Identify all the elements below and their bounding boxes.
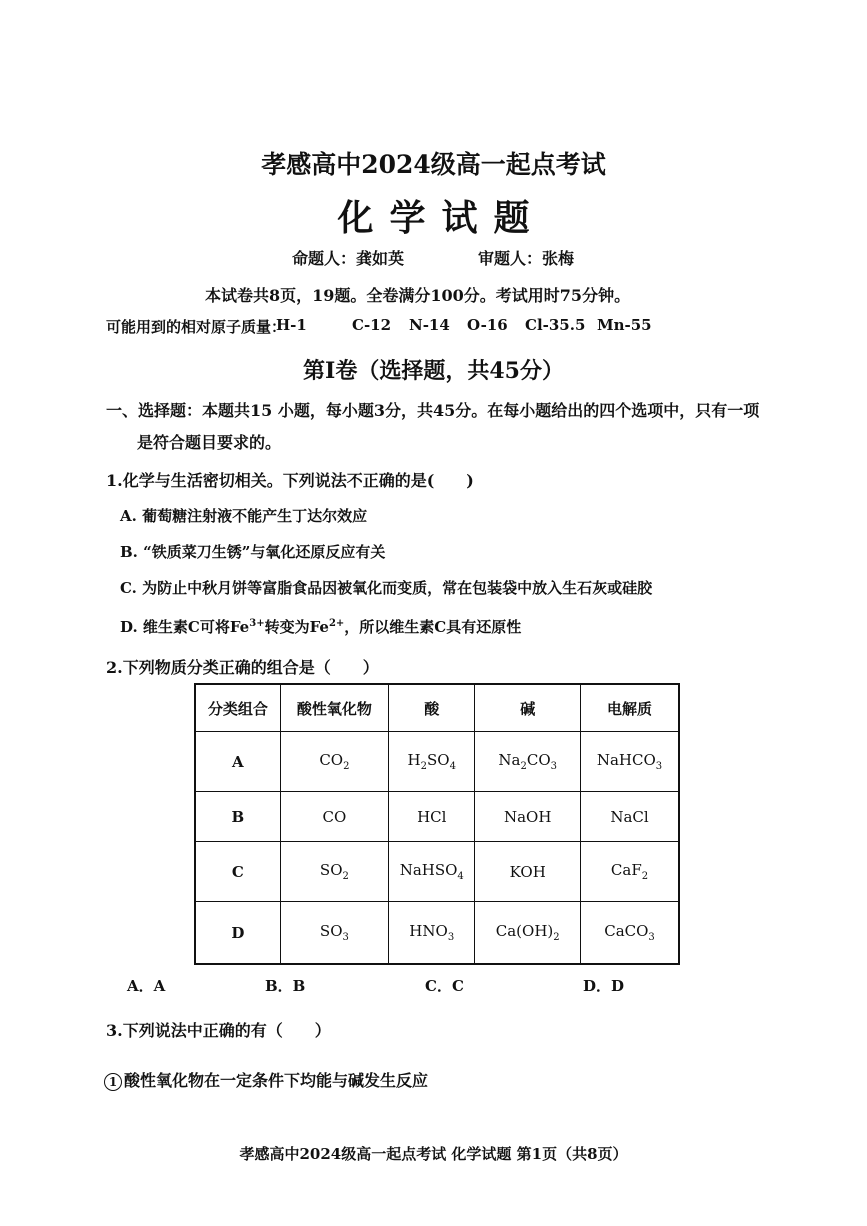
table-cell: $SO_2$	[280, 842, 388, 902]
question-2-answer-b: B．B	[265, 977, 306, 995]
instruction-line-1: 一、选择题：本题共15 小题，每小题3分，共45分。在每小题给出的四个选项中，只有一项	[106, 401, 760, 420]
table-header-row	[195, 684, 679, 732]
section-title: 第Ⅰ卷（选择题，共45分）	[303, 358, 564, 384]
exam-title: 孝感高中2024级高一起点考试	[261, 150, 606, 179]
question-2-stem: 2.下列物质分类正确的组合是（ ）	[106, 658, 379, 677]
option-d-prefix: D. 维生素C可将Fe	[120, 618, 250, 636]
question-3-item-1-text: 酸性氧化物在一定条件下均能与碱发生反应	[124, 1071, 429, 1090]
question-1-option-a: A. 葡萄糖注射液不能产生丁达尔效应	[120, 507, 368, 525]
row-label-d: D	[195, 902, 280, 964]
table-row	[195, 792, 679, 842]
question-3-stem: 3.下列说法中正确的有（ ）	[106, 1021, 331, 1040]
table-cell: NaHCO$_3$	[581, 732, 679, 792]
table-cell: NaHSO$_4$	[389, 842, 475, 902]
table-cell: NaOH	[475, 792, 581, 842]
table-cell: CaF$_2$	[581, 842, 679, 902]
row-label-a: A	[195, 732, 280, 792]
question-1-stem: 1.化学与生活密切相关。下列说法不正确的是( )	[106, 471, 474, 490]
table-cell: $H_2SO_4$	[389, 732, 475, 792]
row-label-c: C	[195, 842, 280, 902]
question-2-answer-a: A．A	[127, 977, 166, 995]
page-footer: 孝感高中2024级高一起点考试 化学试题 第1页（共8页）	[239, 1145, 628, 1163]
atomic-mass-n: N-14	[409, 316, 450, 334]
table-header-cell: 酸	[389, 684, 475, 732]
classification-table	[194, 683, 680, 965]
question-2-answer-d: D．D	[583, 977, 625, 995]
row-label-b: B	[195, 792, 280, 842]
table-header-cell: 酸性氧化物	[280, 684, 388, 732]
table-header-cell: 分类组合	[195, 684, 280, 732]
atomic-mass-cl: Cl-35.5	[525, 316, 586, 334]
table-header-cell: 电解质	[581, 684, 679, 732]
table-row	[195, 732, 679, 792]
atomic-mass-c: C-12	[352, 316, 392, 334]
atomic-mass-o: O-16	[467, 316, 508, 334]
table-row	[195, 842, 679, 902]
table-cell: $Ca(OH)_2$	[475, 902, 581, 964]
subject-title: 化学试题	[337, 197, 546, 239]
table-row	[195, 902, 679, 964]
table-cell: $CO_2$	[280, 732, 388, 792]
question-2-answer-c: C．C	[425, 977, 464, 995]
table-cell: CO	[280, 792, 388, 842]
exam-info: 本试卷共8页，19题。全卷满分100分。考试用时75分钟。	[205, 286, 631, 305]
question-1-option-d	[120, 616, 521, 637]
table-header-cell: 碱	[475, 684, 581, 732]
fe2-charge: 2+	[328, 618, 345, 629]
fe3-charge: 3+	[249, 618, 265, 629]
question-1-option-b: B. “铁质菜刀生锈”与氧化还原反应有关	[120, 543, 386, 561]
circled-number-1: 1	[104, 1073, 122, 1091]
atomic-mass-label: 可能用到的相对原子质量：	[106, 318, 287, 336]
table-cell: KOH	[475, 842, 581, 902]
option-d-suffix: ，所以维生素C具有还原性	[344, 618, 522, 636]
atomic-mass-mn: Mn-55	[597, 316, 652, 334]
question-3-item-1	[104, 1068, 428, 1091]
reviewer-line: 审题人：张梅	[478, 249, 575, 268]
table-cell: $HNO_3$	[389, 902, 475, 964]
question-1-option-c: C. 为防止中秋月饼等富脂食品因被氧化而变质，常在包装袋中放入生石灰或硅胶	[120, 579, 653, 597]
table-cell: HCl	[389, 792, 475, 842]
instruction-line-2: 是符合题目要求的。	[137, 433, 282, 452]
option-d-mid: 转变为Fe	[264, 618, 329, 636]
table-cell: NaCl	[581, 792, 679, 842]
author-line: 命题人：龚如英	[292, 249, 405, 268]
table-cell: $Na_2CO_3$	[475, 732, 581, 792]
table-cell: $SO_3$	[280, 902, 388, 964]
table-cell: CaCO$_3$	[581, 902, 679, 964]
atomic-mass-h: H-1	[276, 316, 307, 334]
